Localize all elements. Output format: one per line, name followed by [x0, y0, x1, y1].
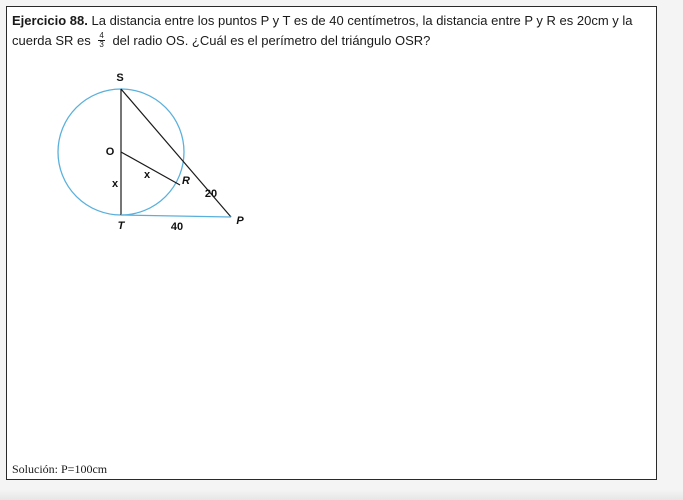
bottom-shadow [0, 490, 683, 500]
exercise-title: Ejercicio 88. [12, 13, 88, 28]
label-R: R [182, 175, 190, 187]
fraction-numerator: 4 [99, 31, 104, 41]
worksheet-page [6, 6, 657, 480]
exercise-statement [12, 11, 652, 51]
segment-TP [121, 215, 231, 217]
fraction-denominator: 3 [99, 40, 104, 50]
geometry-figure [54, 67, 264, 247]
label-length-RP: 20 [204, 188, 218, 200]
exercise-text-part2: del radio OS. ¿Cuál es el perímetro del triángulo OSR? [108, 33, 431, 48]
label-x-OR: x [143, 169, 151, 181]
label-x-OT: x [111, 178, 119, 190]
label-S: S [116, 72, 124, 84]
solution-text: Solución: P=100cm [12, 462, 108, 476]
label-P: P [236, 215, 244, 227]
segment-OR [121, 152, 180, 185]
label-O: O [105, 146, 115, 158]
fraction-four-thirds [98, 32, 104, 49]
label-T: T [117, 220, 125, 232]
exercise-text-part1: La distancia entre los puntos P y T es de 40 centímetros, la distancia entre P y R es 20cm y la cuerda SR es [12, 13, 633, 48]
label-length-TP: 40 [170, 221, 184, 233]
